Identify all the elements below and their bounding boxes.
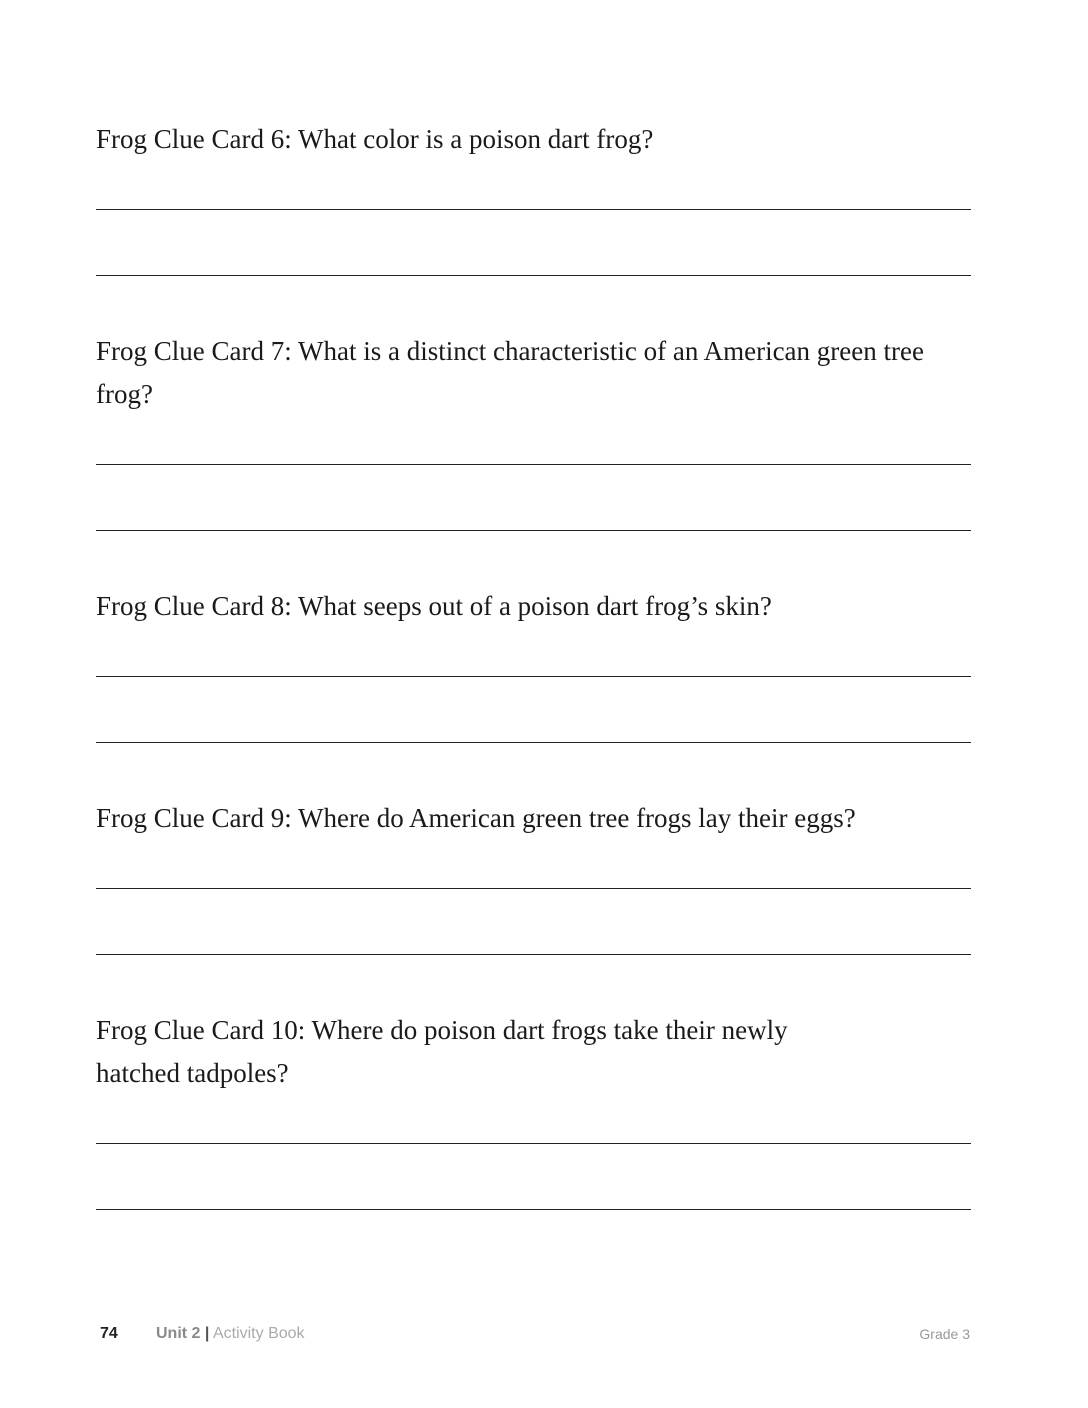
- book-name: Activity Book: [212, 1325, 305, 1342]
- question-6: Frog Clue Card 6: What color is a poison dart frog?: [96, 124, 654, 154]
- grade-label: Grade 3: [919, 1326, 970, 1342]
- footer-unit-label: [156, 1322, 305, 1346]
- question-10: Frog Clue Card 10: Where do poison dart frogs take their newly hatched tadpoles?: [96, 1015, 788, 1088]
- unit-name: Unit 2: [156, 1325, 201, 1342]
- answer-line[interactable]: [96, 742, 971, 743]
- answer-line[interactable]: [96, 530, 971, 531]
- answer-line[interactable]: [96, 954, 971, 955]
- footer-separator: |: [204, 1325, 210, 1342]
- question-7: Frog Clue Card 7: What is a distinct characteristic of an American green tree frog?: [96, 336, 924, 409]
- question-8: Frog Clue Card 8: What seeps out of a poison dart frog’s skin?: [96, 591, 772, 621]
- answer-line[interactable]: [96, 1143, 971, 1144]
- answer-line[interactable]: [96, 888, 971, 889]
- answer-line[interactable]: [96, 209, 971, 210]
- page-number: 74: [100, 1325, 118, 1342]
- answer-line[interactable]: [96, 464, 971, 465]
- answer-line[interactable]: [96, 1209, 971, 1210]
- answer-line[interactable]: [96, 275, 971, 276]
- answer-line[interactable]: [96, 676, 971, 677]
- question-9: Frog Clue Card 9: Where do American green tree frogs lay their eggs?: [96, 803, 856, 833]
